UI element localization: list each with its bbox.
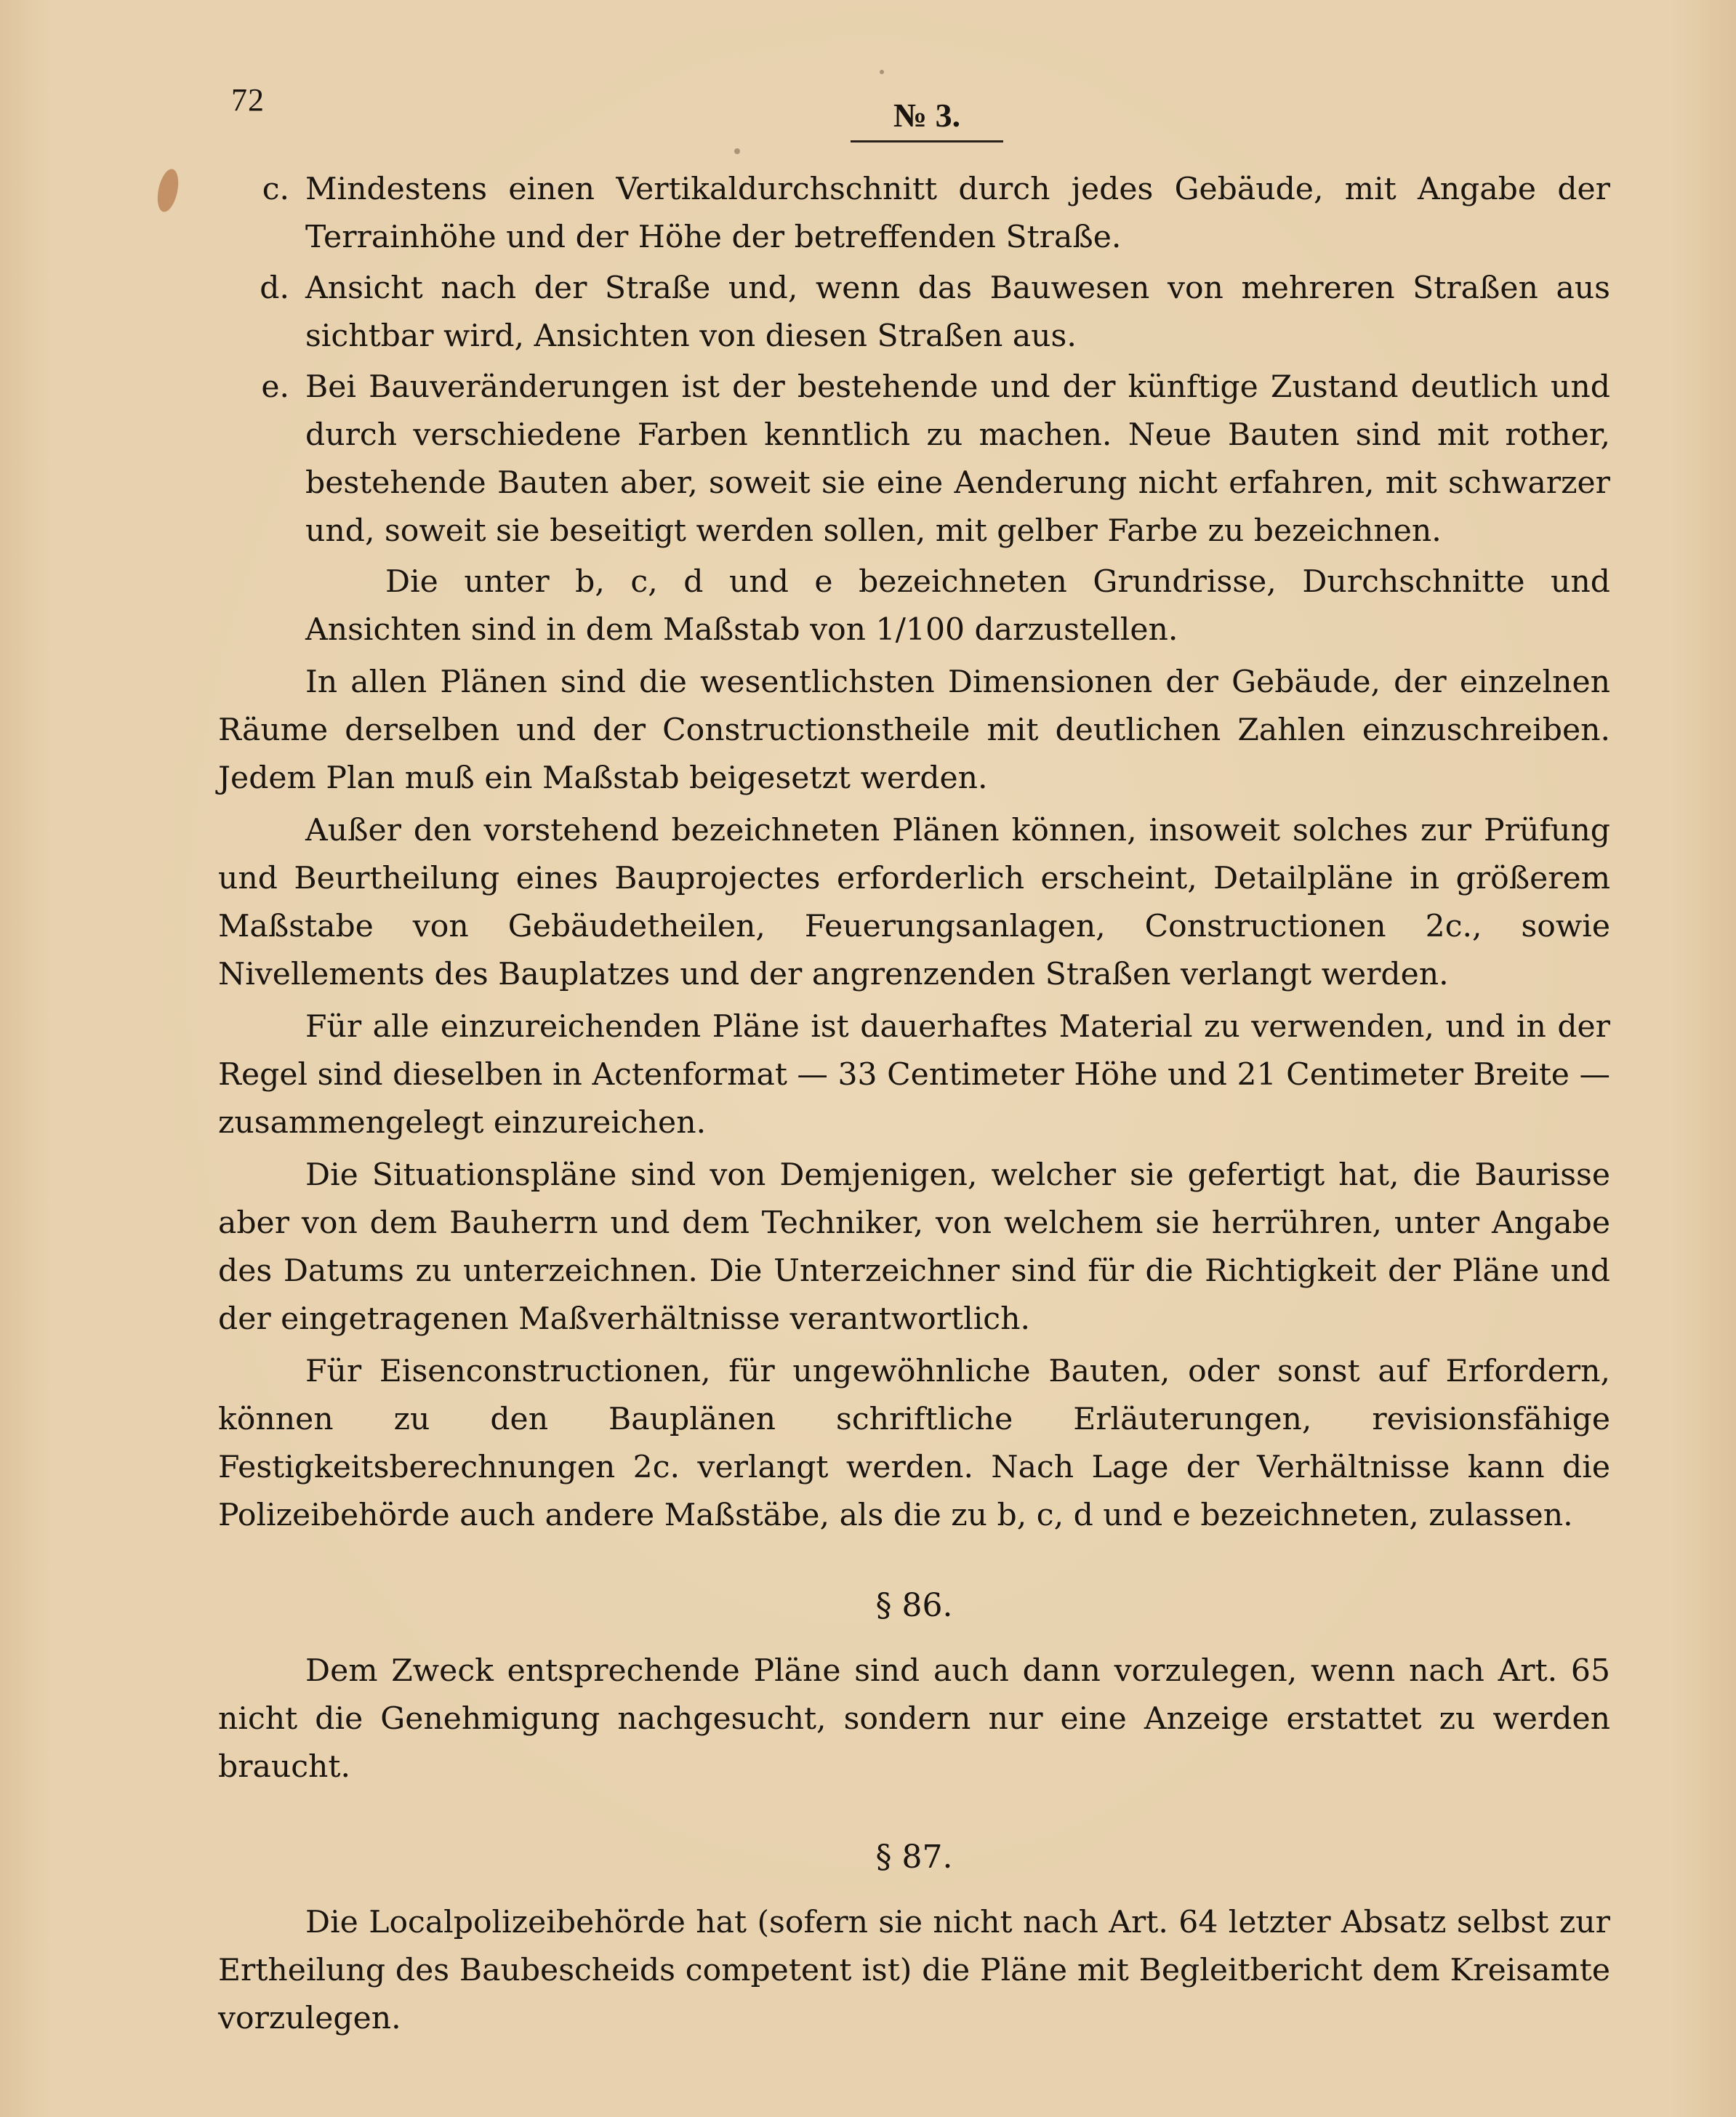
section-text-86: Dem Zweck entsprechende Pläne sind auch dann vorzulegen, wenn nach Art. 65 nicht die Genehmigung nachgesucht, sondern nur eine Anzeige erstattet zu werden braucht. [218,1653,1610,1785]
section-text-87: Die Localpolizeibehörde hat (sofern sie nicht nach Art. 64 letzter Absatz selbst zur Ertheilung des Baubescheids competent ist) die Pläne mit Begleitbericht dem Kreisamte vorzulegen. [218,1905,1610,2036]
list-item-c [218,166,1610,262]
list-item-e [218,363,1610,555]
paragraph-dimensions: In allen Plänen sind die wesentlichsten Dimensionen der Gebäude, der einzelnen Räume derselben und der Constructionstheile mit deutlichen Zahlen einzuschreiben. Jedem Plan muß ein Maßstab beigesetzt werden. [218,664,1610,796]
list-label: c. [262,172,289,207]
list-item-d [218,265,1610,361]
section-heading-86: § 86. [875,1587,953,1624]
paper-stain [154,167,182,214]
paragraph-detail-plans: Außer den vorstehend bezeichneten Plänen können, insoweit solches zur Prüfung und Beurtheilung eines Bauprojectes erforderlich erscheint, Detailpläne in größerem Maßstabe von Gebäudetheilen, Feuerungsanlagen, Constructionen 2c., sowie Nivellements des Bauplatzes und der angrenzenden Straßen verlangt werden. [218,813,1610,992]
list-text: Bei Bauveränderungen ist der bestehende und der künftige Zustand deutlich und durch verschiedene Farben kenntlich zu machen. Neue Bauten sind mit rother, bestehende Bauten aber, soweit sie eine Aenderung nicht erfahren, mit schwarzer und, soweit sie beseitigt werden sollen, mit gelber Farbe zu bezeichnen. [305,369,1610,549]
scale-note: Die unter b, c, d und e bezeichneten Grundrisse, Durchschnitte und Ansichten sind in dem Maßstab von 1/100 darzustellen. [305,564,1610,648]
list-label: d. [260,270,289,306]
list-label: e. [261,369,289,405]
paragraph-iron-constructions: Für Eisenconstructionen, für ungewöhnliche Bauten, oder sonst auf Erfordern, können zu den Bauplänen schriftliche Erläuterungen, revisionsfähige Festigkeitsberechnungen 2c. verlangt werden. Nach Lage der Verhältnisse kann die Polizeibehörde auch andere Maßstäbe, als die zu b, c, d und e bezeichneten, zulassen. [218,1354,1610,1533]
document-body [218,166,1610,2043]
page-number: 72 [231,82,265,118]
list-text: Mindestens einen Vertikaldurchschnitt durch jedes Gebäude, mit Angabe der Terrainhöhe und der Höhe der betreffenden Straße. [305,172,1610,255]
section-heading-87: § 87. [875,1839,953,1876]
list-text: Ansicht nach der Straße und, wenn das Bauwesen von mehreren Straßen aus sichtbar wird, Ansichten von diesen Straßen aus. [305,270,1610,354]
paper-speck [880,70,884,74]
issue-number: № 3. [851,96,1003,142]
paragraph-signatures: Die Situationspläne sind von Demjenigen, welcher sie gefertigt hat, die Baurisse aber von dem Bauherrn und dem Techniker, von welchem sie herrühren, unter Angabe des Datums zu unterzeichnen. Die Unterzeichner sind für die Richtigkeit der Pläne und der eingetragenen Maßverhältnisse verantwortlich. [218,1157,1610,1337]
paragraph-material: Für alle einzureichenden Pläne ist dauerhaftes Material zu verwenden, und in der Regel sind dieselben in Actenformat — 33 Centimeter Höhe und 21 Centimeter Breite — zusammengelegt einzureichen. [218,1009,1610,1141]
paper-speck [734,148,740,154]
